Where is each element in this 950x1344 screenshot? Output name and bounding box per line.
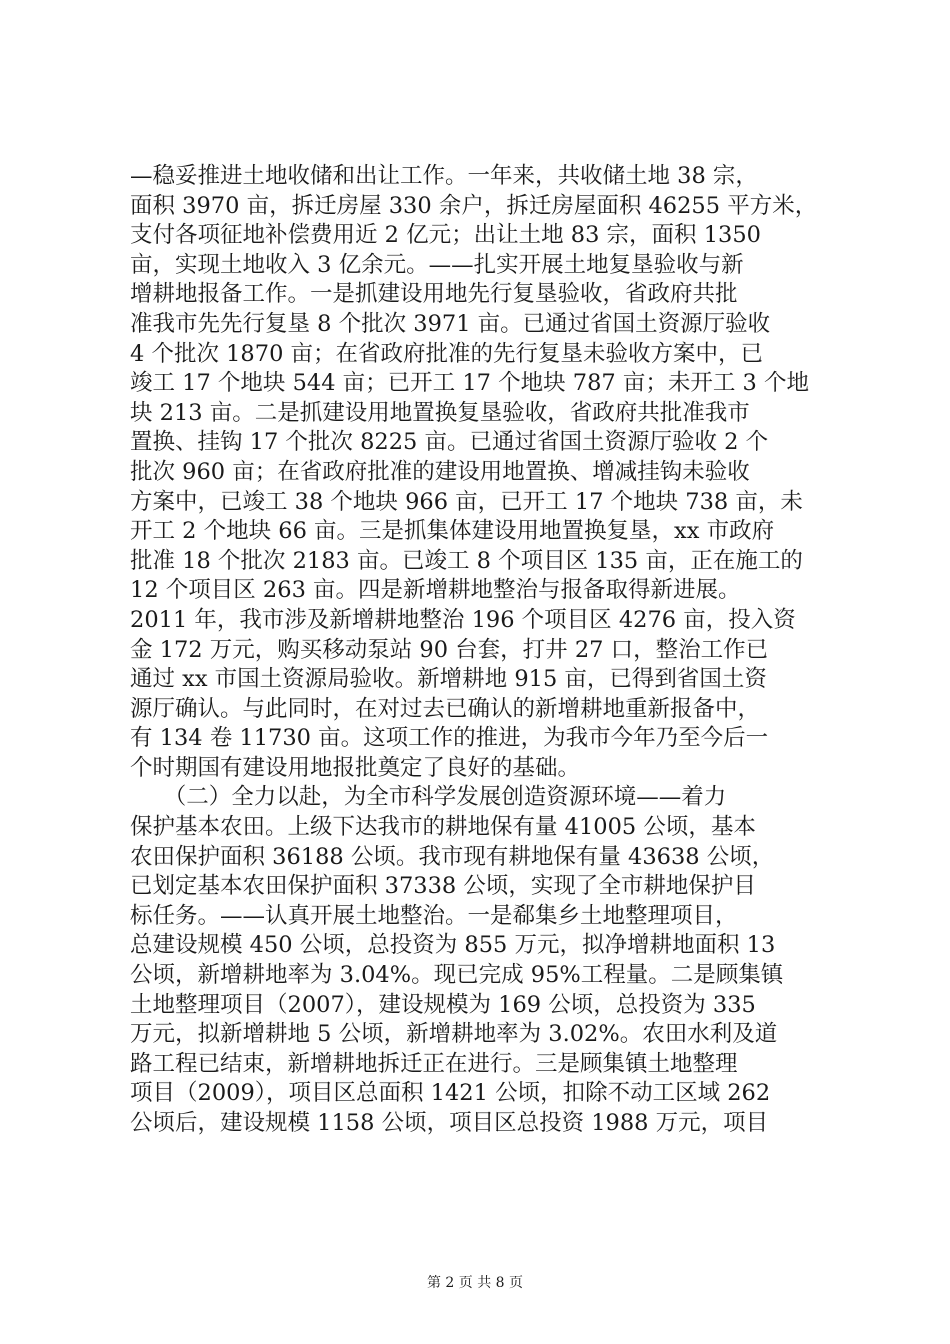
text-line: 方案中，已竣工 38 个地块 966 亩，已开工 17 个地块 738 亩，未	[130, 488, 803, 515]
text-line: 标任务。——认真开展土地整治。一是郗集乡土地整理项目，	[130, 902, 738, 929]
text-line: 批准 18 个批次 2183 亩。已竣工 8 个项目区 135 亩，正在施工的	[130, 547, 803, 574]
text-line: 农田保护面积 36188 公顷。我市现有耕地保有量 43638 公顷，	[130, 843, 775, 870]
text-line: 金 172 万元，购买移动泵站 90 台套，打井 27 口，整治工作已	[130, 636, 769, 663]
text-line: 准我市先先行复垦 8 个批次 3971 亩。已通过省国土资源厅验收	[130, 310, 771, 337]
text-line: 亩，实现土地收入 3 亿余元。——扎实开展土地复垦验收与新	[130, 251, 744, 278]
text-line: 通过 xx 市国土资源局验收。新增耕地 915 亩，已得到省国土资	[130, 666, 767, 693]
text-line: 总建设规模 450 公顷，总投资为 855 万元，拟净增耕地面积 13	[130, 932, 776, 959]
text-line: 公顷，新增耕地率为 3.04%。现已完成 95%工程量。二是顾集镇	[130, 962, 784, 989]
text-line: 路工程已结束，新增耕地拆迁正在进行。三是顾集镇土地整理	[130, 1050, 738, 1077]
text-line: 2011 年，我市涉及新增耕地整治 196 个项目区 4276 亩，投入资	[130, 606, 796, 633]
text-line: 竣工 17 个地块 544 亩；已开工 17 个地块 787 亩；未开工 3 个地	[130, 370, 809, 397]
text-line: 4 个批次 1870 亩；在省政府批准的先行复垦未验收方案中，已	[130, 340, 764, 367]
text-line: 增耕地报备工作。一是抓建设用地先行复垦验收，省政府共批	[130, 281, 738, 308]
text-line: —稳妥推进土地收储和出让工作。一年来，共收储土地 38 宗，	[130, 163, 758, 189]
text-line: 开工 2 个地块 66 亩。三是抓集体建设用地置换复垦，xx 市政府	[130, 518, 775, 545]
page-footer: 第 2 页 共 8 页	[426, 1275, 524, 1291]
text-line: 项目（2009），项目区总面积 1421 公顷，扣除不动工区域 262	[130, 1080, 771, 1107]
text-line: 个时期国有建设用地报批奠定了良好的基础。	[130, 754, 581, 781]
text-line: 有 134 卷 11730 亩。这项工作的推进，为我市今年乃至今后一	[130, 725, 769, 752]
text-line: 批次 960 亩；在省政府批准的建设用地置换、增减挂钩未验收	[130, 458, 750, 485]
text-line: 保护基本农田。上级下达我市的耕地保有量 41005 公顷，基本	[130, 814, 756, 841]
text-line: 万元，拟新增耕地 5 公顷，新增耕地率为 3.02%。农田水利及道	[130, 1021, 778, 1048]
text-line: 12 个项目区 263 亩。四是新增耕地整治与报备取得新进展。	[130, 577, 741, 604]
text-line: （二）全力以赴，为全市科学发展创造资源环境——着力	[130, 784, 727, 811]
text-line: 块 213 亩。二是抓建设用地置换复垦验收，省政府共批准我市	[130, 399, 750, 426]
text-line: 土地整理项目（2007），建设规模为 169 公顷，总投资为 335	[130, 991, 756, 1018]
text-line: 面积 3970 亩，拆迁房屋 330 余户，拆迁房屋面积 46255 平方米，	[130, 192, 818, 219]
body-text	[130, 162, 830, 1139]
text-line: 公顷后，建设规模 1158 公顷，项目区总投资 1988 万元，项目	[130, 1110, 769, 1136]
text-line: 置换、挂钩 17 个批次 8225 亩。已通过省国土资源厅验收 2 个	[130, 429, 769, 456]
text-line: 支付各项征地补偿费用近 2 亿元；出让土地 83 宗，面积 1350	[130, 222, 761, 249]
text-line: 已划定基本农田保护面积 37338 公顷，实现了全市耕地保护目	[130, 873, 756, 900]
text-line: 源厅确认。与此同时，在对过去已确认的新增耕地重新报备中，	[130, 695, 761, 722]
